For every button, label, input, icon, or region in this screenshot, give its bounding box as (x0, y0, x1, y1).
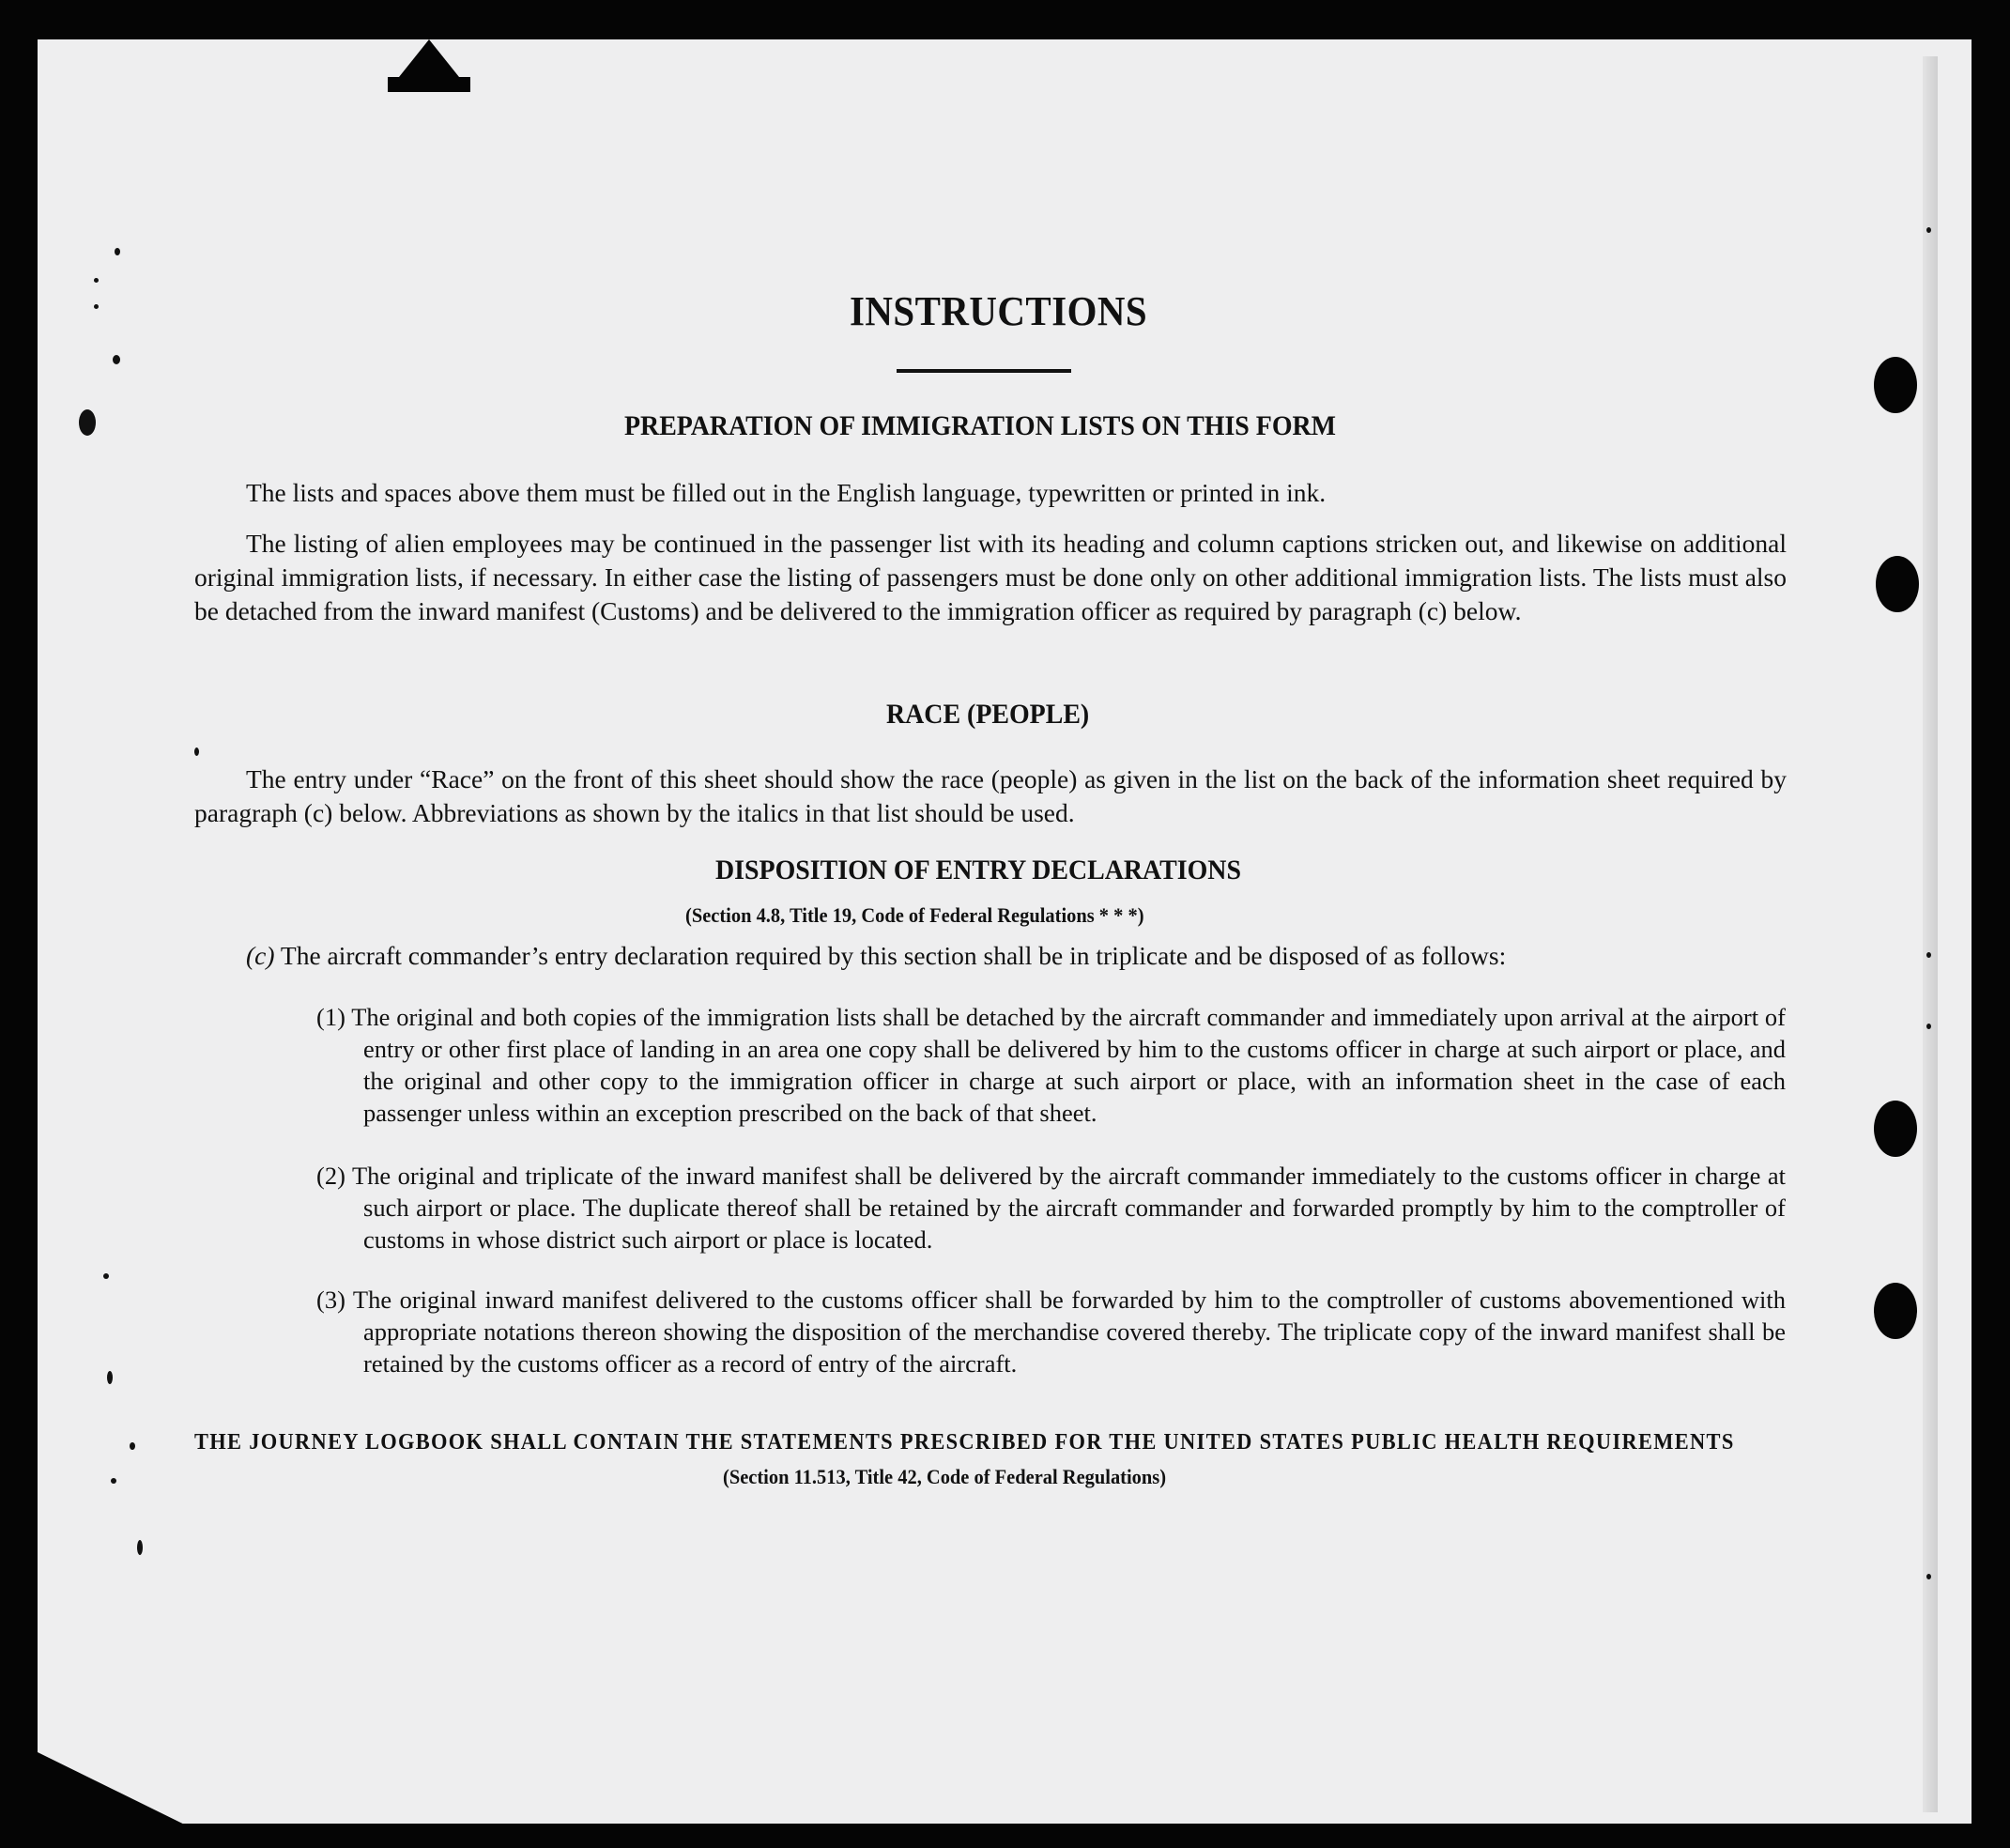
disposition-intro (246, 939, 1786, 973)
disposition-item-1 (293, 1001, 1786, 1129)
race-heading: RACE (PEOPLE) (886, 699, 1090, 730)
disposition-item-3 (293, 1284, 1786, 1379)
disposition-item-number: (2) (316, 1162, 345, 1190)
disposition-item-text: The original and both copies of the immigration lists shall be detached by the aircraft commander and immediately upon arrival at the airport of entry or other first place of landing in an area one copy shall be delivered by him to the customs officer in charge at such airport or place, and the original and other copy to the immigration officer in charge at such airport or place, with an information sheet in the case of each passenger unless within an exception prescribed on the back of that sheet. (351, 1003, 1786, 1127)
disposition-item-text: The original inward manifest delivered to the customs officer shall be forwarded by him to the comptroller of customs abovementioned with appropriate notations thereon showing the disposition of the merchandise covered thereby. The triplicate copy of the inward manifest shall be retained by the customs officer as a record of entry of the aircraft. (352, 1286, 1786, 1378)
disposition-intro-marker: (c) (246, 941, 275, 970)
footer-citation: (Section 11.513, Title 42, Code of Federal Regulations) (723, 1465, 1167, 1488)
preparation-paragraph-1: The lists and spaces above them must be filled out in the English language, typewritten or printed in ink. (246, 478, 1327, 507)
disposition-item-text: The original and triplicate of the inward manifest shall be delivered by the aircraft commander immediately to the customs officer in charge at such airport or place. The duplicate thereof shall be retained by the aircraft commander and forwarded promptly by him to the comptroller of customs in whose district such airport or place is located. (351, 1162, 1787, 1254)
disposition-citation: (Section 4.8, Title 19, Code of Federal Regulations * * *) (685, 903, 1144, 927)
disposition-item-number: (1) (316, 1003, 345, 1031)
preparation-paragraph-2: The listing of alien employees may be continued in the passenger list with its heading and column captions stricken out, and likewise on additional original immigration lists, if necessary. In either case the listing of passengers must be done only on other additional immigration lists. The lists must also be detached from the inward manifest (Customs) and be delivered to the immigration officer as required by paragraph (c) below. (194, 529, 1787, 625)
footer-statement: THE JOURNEY LOGBOOK SHALL CONTAIN THE STATEMENTS PRESCRIBED FOR THE UNITED STATES PUBLIC HEALTH REQUIREMENTS (194, 1430, 1735, 1455)
disposition-item-2 (293, 1160, 1786, 1255)
race-paragraph: The entry under “Race” on the front of this sheet should show the race (people) as given in the list on the back of the information sheet required by paragraph (c) below. Abbreviations as shown by the italics in that list should be used. (194, 764, 1787, 827)
disposition-heading: DISPOSITION OF ENTRY DECLARATIONS (715, 855, 1241, 886)
document-title: INSTRUCTIONS (850, 288, 1148, 334)
disposition-item-number: (3) (316, 1286, 345, 1314)
disposition-intro-text: The aircraft commander’s entry declaration required by this section shall be in triplicate and be disposed of as follows: (280, 941, 1507, 970)
preparation-heading: PREPARATION OF IMMIGRATION LISTS ON THIS FORM (624, 410, 1337, 441)
title-underline (897, 369, 1071, 373)
